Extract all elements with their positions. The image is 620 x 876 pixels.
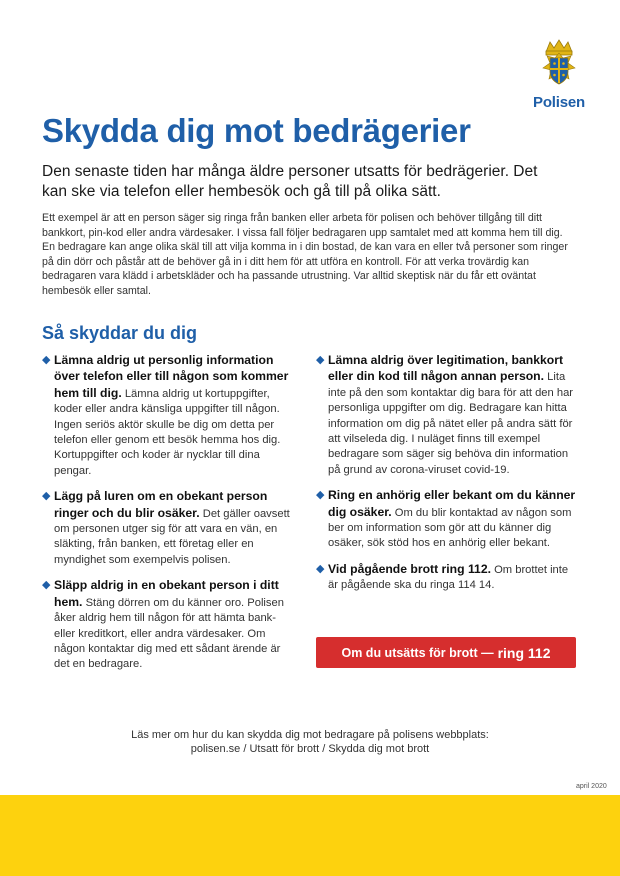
emergency-banner-text: Om du utsätts för brott — [341,645,494,660]
tip-item [42,353,297,479]
police-emblem-icon [537,38,581,92]
police-logo [528,38,590,111]
tip-bold: Vid pågående brott ring 112. [328,561,491,576]
footer-line: Läs mer om hur du kan skydda dig mot bedragare på polisens webbplats: [131,729,489,741]
bullet-icon: ◆ [42,579,51,592]
tip-item [316,562,578,594]
emergency-banner [316,637,576,668]
page-title: Skydda dig mot bedrägerier [42,112,471,149]
tip-bold: Ring en anhörig eller bekant om du känner dig osäker. [328,488,576,519]
tip-item [316,488,578,552]
section-heading: Så skyddar du dig [42,323,198,343]
bullet-icon: ◆ [42,490,51,503]
tip-item [316,353,578,478]
tips-left-column [42,353,297,683]
tip-bold: Lägg på luren om en obekant person ringer och du blir osäker. [54,489,268,520]
bullet-icon: ◆ [316,354,325,366]
tip-item [42,489,297,568]
tip-text: Om du blir kontaktad av någon som ber om information som gör att du känner dig osäker, sök stöd hos en anhörig eller bekant. [328,506,572,550]
emergency-number: ring 112 [497,644,551,661]
tip-text: Lita inte på den som kontaktar dig bara för att den har personliga uppgifter om dig. Bedragare kan hitta information om dig på nätet eller på andra sätt för att vilseleda dig. I nuläget finns till exempel bedragare som säger sig behöva din information på grund av corona-viruset covid-19. [328,371,574,476]
body-text: Ett exempel är att en person säger sig ringa från banken eller arbeta för polisen och behöver tillgång till ditt bankkort, pin-kod eller andra värdesaker. I vissa fall följer bedragaren upp samtalet med att komma hem till dig. En bedragare kan ange olika skäl till att vilja komma in i din bostad, de kan vara en eller två personer som ringer på din dörr och påstår att de behöver gå in i ditt hem för att utföra en kontroll. För att verka trovärdig kan bedragaren vara klädd i arbetskläder och ha passande utrustning. Var alltid skeptisk när du får ett oväntat hembesök eller samtal. [42,212,568,297]
logo-text: Polisen [533,94,585,111]
tip-text: Stäng dörren om du känner oro. Polisen åker aldrig hem till någon för att hämta bank- eller kreditkort, eller andra värdesaker. Om någon kontaktar dig med ett sådant ärende är det en bedragare. [54,596,284,671]
bullet-icon: ◆ [42,354,51,366]
tip-item [42,578,297,672]
tip-text: Lämna aldrig ut kortuppgifter, koder eller andra känsliga uppgifter till någon. Ingen seriös aktör skulle be dig om detta per telefon eller genom ett besök hemma hos dig. Kortuppgifter och koder är nycklar till dina pengar. [54,387,281,477]
bullet-icon: ◆ [316,562,325,575]
tip-bold: Lämna aldrig ut personlig information över telefon eller till någon som kommer hem till dig. [54,353,289,400]
footer-link[interactable]: polisen.se / Utsatt för brott / Skydda dig mot brott [190,743,430,755]
bullet-icon: ◆ [316,489,325,502]
footer-band [0,795,620,876]
publication-date: april 2020 [576,783,607,790]
tip-bold: Släpp aldrig in en obekant person i ditt hem. [54,578,279,609]
tip-text: Det gäller oavsett om personen utger sig för att vara en vän, en släkting, från banken, ett företag eller en myndighet som exempelvis polisen. [54,507,290,566]
footer-note [0,728,620,756]
tip-bold: Lämna aldrig över legitimation, bankkort eller din kod till någon annan person. [328,353,563,384]
intro-text: Den senaste tiden har många äldre personer utsatts för bedrägerier. Det kan ske via telefon eller hembesök och gå till på olika sätt. [42,163,538,200]
tip-text: Om brottet inte är pågående ska du ringa 114 14. [328,563,569,592]
tips-right-column [316,353,578,604]
